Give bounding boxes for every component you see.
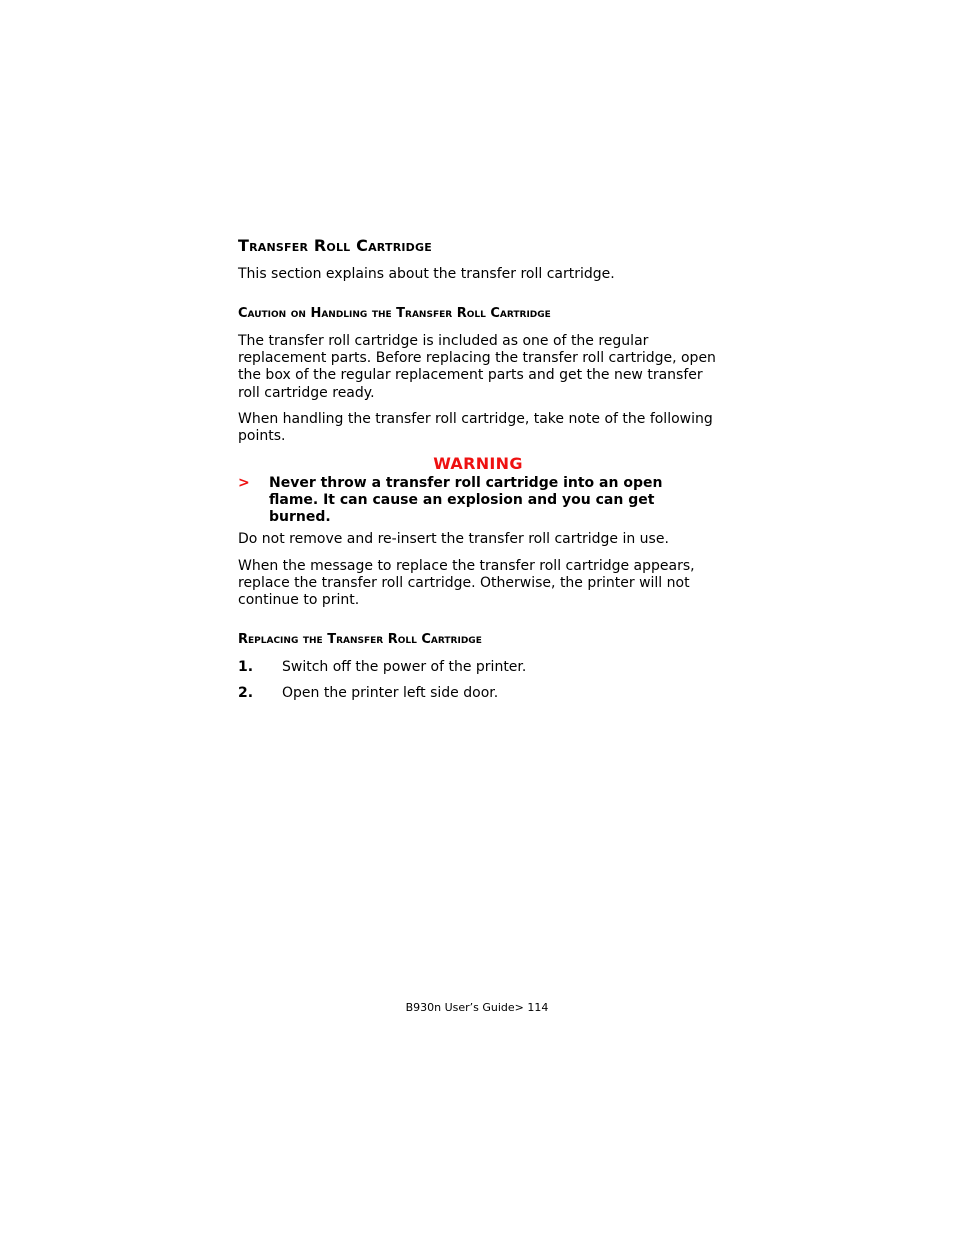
replacing-heading: Replacing the Transfer Roll Cartridge <box>238 632 482 647</box>
warning-text: Never throw a transfer roll cartridge into an open flame. It can cause an explosion and you can get burned. <box>269 475 663 526</box>
section-title: Transfer Roll Cartridge <box>238 236 432 255</box>
caution-heading: Caution on Handling the Transfer Roll Cartridge <box>238 306 551 321</box>
caution-paragraph-4: When the message to replace the transfer roll cartridge appears, replace the transfer roll cartridge. Otherwise, the printer will not continue to print. <box>238 558 695 609</box>
page-footer: B930n User’s Guide> 114 <box>405 1001 549 1014</box>
caution-paragraph-1: The transfer roll cartridge is included as one of the regular replacement parts. Before replacing the transfer roll cartridge, open the box of the regular replacement parts and get the new transfer roll cartridge ready. <box>238 333 716 401</box>
section-intro: This section explains about the transfer roll cartridge. <box>238 266 615 282</box>
step-number: 1. <box>238 659 254 675</box>
warning-title: WARNING <box>433 454 523 473</box>
caution-paragraph-2: When handling the transfer roll cartridge, take note of the following points. <box>238 411 713 445</box>
step-text: Open the printer left side door. <box>282 685 499 701</box>
step-number: 2. <box>238 685 254 701</box>
step-text: Switch off the power of the printer. <box>282 659 527 675</box>
warning-marker: > <box>238 475 250 491</box>
caution-paragraph-3: Do not remove and re-insert the transfer roll cartridge in use. <box>238 531 669 547</box>
